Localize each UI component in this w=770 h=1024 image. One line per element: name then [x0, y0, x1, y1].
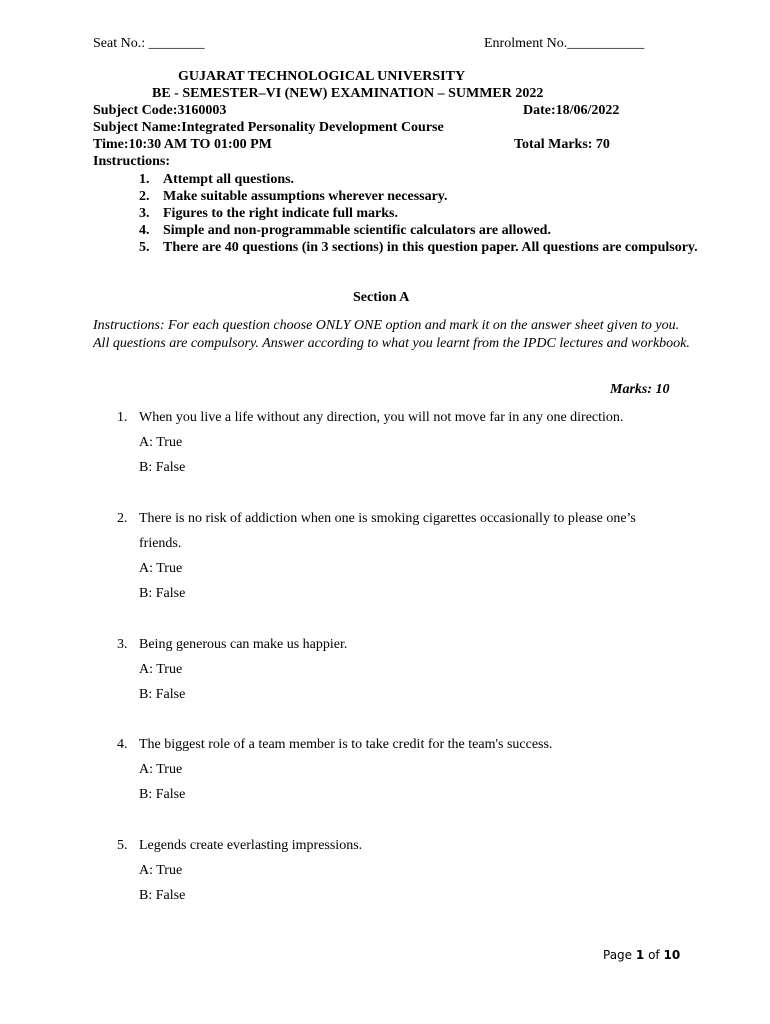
section-marks: Marks: 10 — [610, 382, 670, 397]
option-b: B: False — [139, 586, 186, 601]
instruction-item: 3. Figures to the right indicate full marks. — [139, 206, 399, 221]
question-1: 1. When you live a life without any direction, you will not move far in any one direction. A: True B: False — [117, 405, 699, 480]
university-name: GUJARAT TECHNOLOGICAL UNIVERSITY — [178, 69, 466, 84]
total-marks: Total Marks: 70 — [514, 137, 610, 152]
option-b: B: False — [139, 460, 186, 475]
enrolment-number-field: Enrolment No.___________ — [484, 36, 645, 51]
question-4: 4. The biggest role of a team member is to take credit for the team's success. A: True B: False — [117, 732, 699, 807]
question-2: 2. There is no risk of addiction when one is smoking cigarettes occasionally to please one’s friends. A: True B: False — [117, 506, 669, 606]
option-a: A: True — [139, 662, 183, 677]
instruction-item: 2. Make suitable assumptions wherever necessary. — [139, 189, 448, 204]
exam-time: Time:10:30 AM TO 01:00 PM — [93, 137, 272, 152]
option-b: B: False — [139, 787, 186, 802]
subject-code: Subject Code:3160003 — [93, 103, 227, 118]
option-b: B: False — [139, 888, 186, 903]
question-5: 5. Legends create everlasting impressions. A: True B: False — [117, 833, 699, 908]
instructions-heading: Instructions: — [93, 154, 171, 169]
section-title: Section A — [353, 290, 410, 305]
exam-date: Date:18/06/2022 — [523, 103, 620, 118]
option-a: A: True — [139, 863, 183, 878]
section-instructions: Instructions: For each question choose ONLY ONE option and mark it on the answer sheet given to you. All questions are compulsory. Answer according to what you learnt from the IPDC lectures and workbook. — [93, 318, 690, 351]
instruction-item: 4. Simple and non-programmable scientific calculators are allowed. — [139, 223, 551, 238]
option-a: A: True — [139, 762, 183, 777]
instruction-item: 5. There are 40 questions (in 3 sections) in this question paper. All questions are compulsory. — [139, 240, 698, 255]
instruction-item: 1. Attempt all questions. — [139, 172, 295, 187]
page-number: Page 1 of 10 — [603, 948, 681, 962]
option-b: B: False — [139, 687, 186, 702]
exam-title: BE - SEMESTER–VI (NEW) EXAMINATION – SUMMER 2022 — [152, 86, 544, 101]
option-a: A: True — [139, 561, 183, 576]
seat-number-field: Seat No.: ________ — [93, 36, 205, 51]
instructions-list — [139, 171, 699, 256]
subject-name: Subject Name:Integrated Personality Development Course — [93, 120, 444, 135]
question-3: 3. Being generous can make us happier. A: True B: False — [117, 632, 699, 707]
option-a: A: True — [139, 435, 183, 450]
